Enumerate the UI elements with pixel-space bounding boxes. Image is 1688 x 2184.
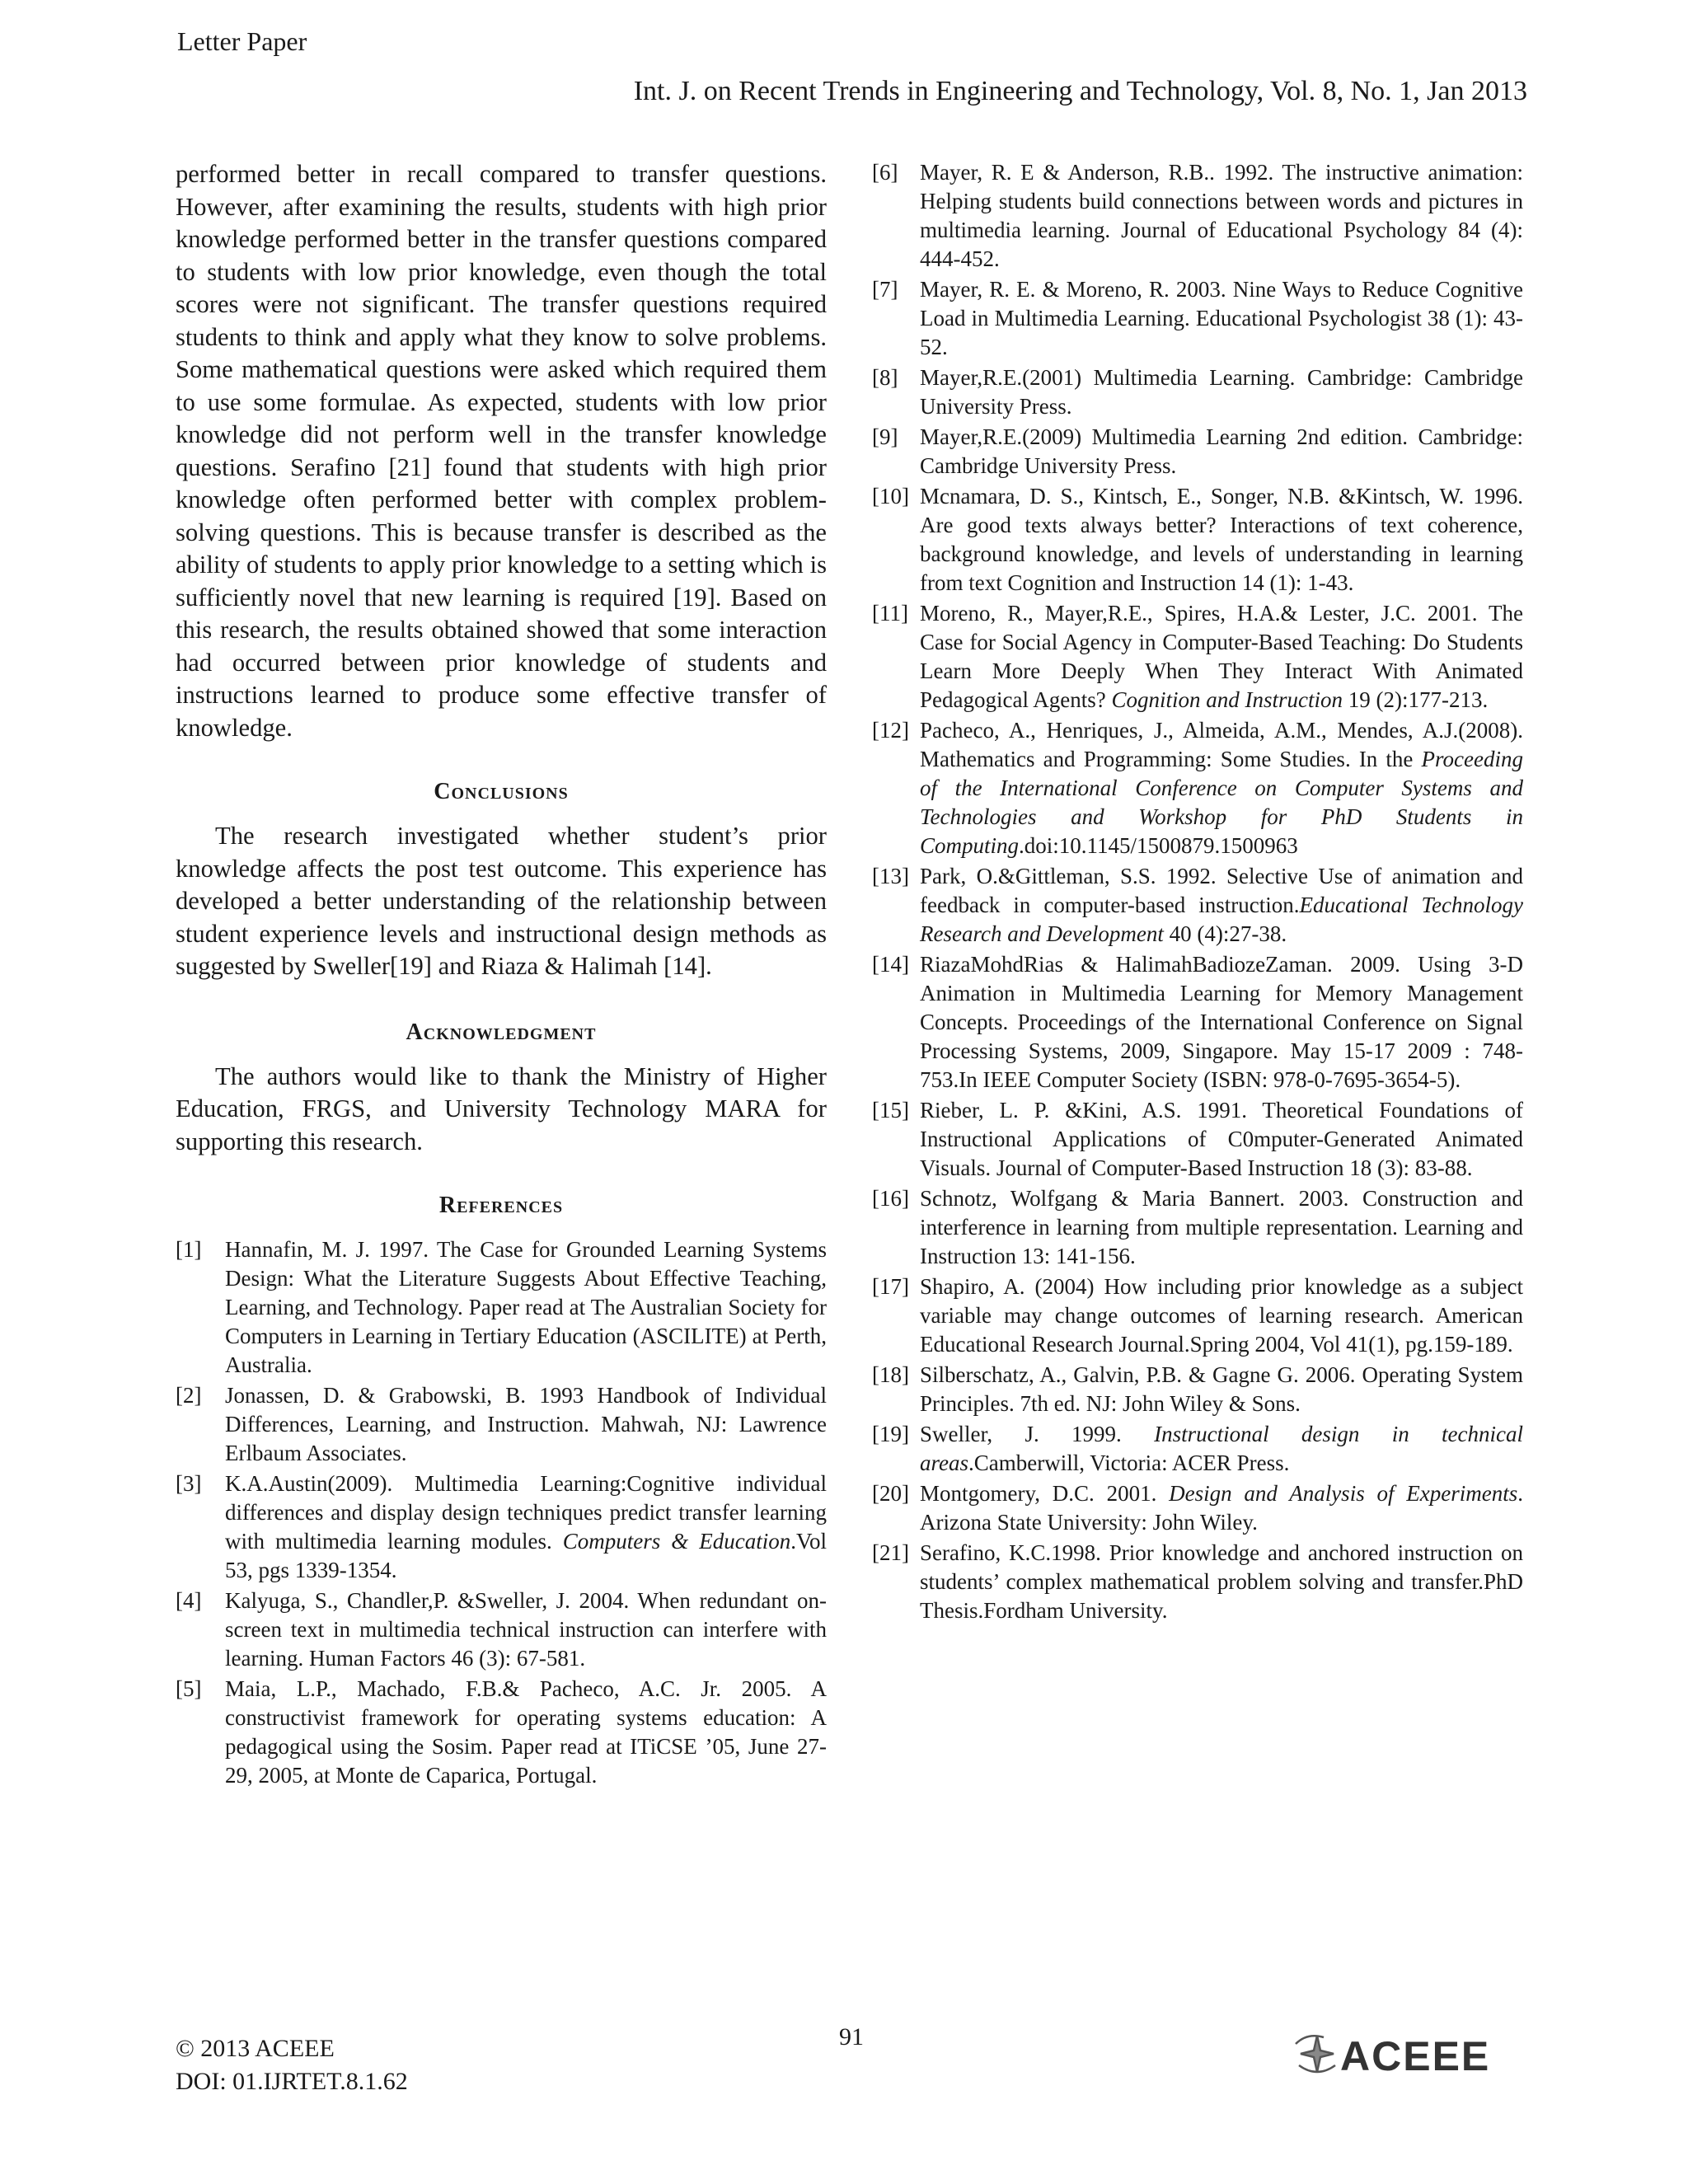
reference-text: Mcnamara, D. S., Kintsch, E., Songer, N.B. &Kintsch, W. 1996. Are good texts always better? Interactions of text coherence, background knowledge, and levels of understanding in learning from text Cognition and Instruction 14 (1): 1-43.	[920, 484, 1523, 595]
acknowledgment-heading: Acknowledgment	[406, 1019, 597, 1045]
reference-text	[920, 716, 1523, 860]
reference-text	[920, 599, 1523, 715]
reference-number: [20]	[872, 1481, 909, 1506]
reference-italic-title: Computers & Education	[562, 1529, 791, 1554]
reference-number: [4]	[176, 1588, 202, 1613]
journal-running-header: Int. J. on Recent Trends in Engineering and Technology, Vol. 8, No. 1, Jan 2013	[633, 76, 1527, 106]
reference-number: [17]	[872, 1274, 909, 1299]
reference-number: [5]	[176, 1676, 202, 1701]
reference-text: Serafino, K.C.1998. Prior knowledge and anchored instruction on students’ complex mathematical problem solving and transfer.PhD Thesis.Fordham University.	[920, 1540, 1523, 1623]
reference-italic-title: Instructional design in technical areas	[920, 1422, 1524, 1475]
conclusions-heading: Conclusions	[434, 779, 569, 804]
acknowledgment-paragraph: The authors would like to thank the Ministry of Higher Education, FRGS, and University Technology MARA for supporting this research.	[176, 1062, 827, 1155]
reference-item	[872, 482, 1523, 598]
reference-number: [15]	[872, 1098, 909, 1122]
reference-text-part: .Vol 53, pgs 1339-1354.	[225, 1529, 827, 1582]
reference-list-right	[872, 158, 1523, 1625]
reference-list-left	[176, 1235, 827, 1790]
reference-item	[176, 1586, 827, 1673]
right-column	[872, 158, 1523, 1627]
reference-text: Shapiro, A. (2004) How including prior knowledge as a subject variable may change outcomes of learning research. American Educational Research Journal.Spring 2004, Vol 41(1), pg.159-189.	[920, 1274, 1523, 1357]
logo-text: ACEEE	[1340, 2033, 1491, 2079]
reference-item	[176, 1675, 827, 1790]
reference-number: [1]	[176, 1237, 202, 1262]
reference-number: [13]	[872, 864, 909, 888]
reference-text-part: Pacheco, A., Henriques, J., Almeida, A.M., Mendes, A.J.(2008). Mathematics and Programming: Some Studies. In the	[920, 718, 1523, 771]
reference-number: [6]	[872, 160, 898, 185]
reference-italic-title: Educational Technology Research and Development	[920, 893, 1523, 946]
reference-item	[872, 423, 1523, 480]
reference-text: Mayer,R.E.(2001) Multimedia Learning. Cambridge: Cambridge University Press.	[920, 365, 1523, 419]
reference-text: RiazaMohdRias & HalimahBadiozeZaman. 2009. Using 3-D Animation in Multimedia Learning for Memory Management Concepts. Proceedings of the International Conference on Signal Processing Systems, 2009, Singapore. May 15-17 2009 : 748-753.In IEEE Computer Society (ISBN: 978-0-7695-3654-5).	[920, 952, 1523, 1092]
reference-italic-title: Cognition and Instruction	[1111, 687, 1343, 712]
reference-text-part: Montgomery, D.C. 2001.	[920, 1481, 1170, 1506]
reference-item	[872, 862, 1523, 949]
footer-copyright-block	[176, 2032, 408, 2098]
reference-text-part: .doi:10.1145/1500879.1500963	[1019, 833, 1298, 858]
reference-item	[176, 1381, 827, 1468]
reference-text: Mayer,R.E.(2009) Multimedia Learning 2nd edition. Cambridge: Cambridge University Press.	[920, 424, 1523, 478]
reference-item	[872, 1184, 1523, 1271]
reference-item	[872, 1272, 1523, 1359]
reference-number: [7]	[872, 277, 898, 302]
reference-item	[872, 716, 1523, 860]
reference-item	[872, 158, 1523, 274]
reference-item	[176, 1235, 827, 1380]
reference-text	[920, 862, 1523, 949]
doi-text: DOI: 01.IJRTET.8.1.62	[176, 2068, 408, 2095]
reference-text: Mayer, R. E & Anderson, R.B.. 1992. The instructive animation: Helping students build connections between words and pictures in multimedia learning. Journal of Educational Psychology 84 (4): 444-452.	[920, 160, 1523, 271]
reference-number: [3]	[176, 1471, 202, 1496]
reference-number: [21]	[872, 1540, 909, 1565]
reference-text: Mayer, R. E. & Moreno, R. 2003. Nine Ways to Reduce Cognitive Load in Multimedia Learning. Educational Psychologist 38 (1): 43-52.	[920, 277, 1523, 359]
reference-number: [8]	[872, 365, 898, 390]
reference-italic-title: Proceeding of the International Conference on Computer Systems and Technologies and Workshop for PhD Students in Computing	[920, 747, 1523, 858]
reference-item	[176, 1469, 827, 1585]
reference-item	[872, 275, 1523, 362]
reference-text	[920, 1479, 1523, 1537]
reference-text-part: .Camberwill, Victoria: ACER Press.	[968, 1451, 1290, 1475]
reference-item	[872, 1479, 1523, 1537]
reference-text: Kalyuga, S., Chandler,P. &Sweller, J. 2004. When redundant on-screen text in multimedia technical instruction can interfere with learning. Human Factors 46 (3): 67-581.	[225, 1588, 827, 1671]
reference-text: Rieber, L. P. &Kini, A.S. 1991. Theoretical Foundations of Instructional Applications of C0mputer-Generated Animated Visuals. Journal of Computer-Based Instruction 18 (3): 83-88.	[920, 1098, 1523, 1180]
page-number: 91	[839, 2023, 864, 2050]
reference-text	[225, 1469, 827, 1585]
reference-text: Jonassen, D. & Grabowski, B. 1993 Handbook of Individual Differences, Learning, and Instruction. Mahwah, NJ: Lawrence Erlbaum Associates.	[225, 1383, 827, 1465]
reference-item	[872, 1420, 1523, 1478]
reference-text-part: 19 (2):177-213.	[1342, 687, 1489, 712]
reference-text-part: 40 (4):27-38.	[1163, 921, 1287, 946]
reference-number: [12]	[872, 718, 909, 743]
reference-number: [9]	[872, 424, 898, 449]
reference-number: [11]	[872, 601, 908, 626]
reference-number: [14]	[872, 952, 909, 977]
reference-item	[872, 950, 1523, 1094]
reference-number: [2]	[176, 1383, 202, 1408]
conclusions-paragraph: The research investigated whether student’s prior knowledge affects the post test outcome. This experience has developed a better understanding of the relationship between student experience levels and instructional design methods as suggested by Sweller[19] and Riaza & Halimah [14].	[176, 822, 827, 980]
reference-item	[872, 363, 1523, 421]
reference-text: Maia, L.P., Machado, F.B.& Pacheco, A.C. Jr. 2005. A constructivist framework for operating systems education: A pedagogical using the Sosim. Paper read at ITiCSE ’05, June 27-29, 2005, at Monte de Caparica, Portugal.	[225, 1676, 827, 1788]
reference-number: [18]	[872, 1362, 909, 1387]
reference-text-part: Moreno, R., Mayer,R.E., Spires, H.A.& Lester, J.C. 2001. The Case for Social Agency in Computer-Based Teaching: Do Students Learn More Deeply When They Interact With Animated Pedagogical Agents?	[920, 601, 1523, 712]
reference-item	[872, 1096, 1523, 1183]
reference-item	[872, 599, 1523, 715]
reference-item	[872, 1361, 1523, 1418]
reference-text	[920, 1420, 1523, 1478]
star-swirl-icon	[1296, 2036, 1335, 2072]
reference-text: Silberschatz, A., Galvin, P.B. & Gagne G. 2006. Operating System Principles. 7th ed. NJ: John Wiley & Sons.	[920, 1362, 1523, 1416]
reference-number: [19]	[872, 1422, 909, 1446]
reference-text-part: K.A.Austin(2009). Multimedia Learning:Cognitive individual differences and display design techniques predict transfer learning with multimedia learning modules.	[225, 1471, 827, 1554]
reference-italic-title: Design and Analysis of Experiments	[1169, 1481, 1518, 1506]
reference-text: Schnotz, Wolfgang & Maria Bannert. 2003. Construction and interference in learning from multiple representation. Learning and Instruction 13: 141-156.	[920, 1186, 1523, 1268]
paper-size-label: Letter Paper	[177, 26, 307, 56]
reference-text: Hannafin, M. J. 1997. The Case for Grounded Learning Systems Design: What the Literature Suggests About Effective Teaching, Learning, and Technology. Paper read at The Australian Society for Computers in Learning in Tertiary Education (ASCILITE) at Perth, Australia.	[225, 1237, 827, 1377]
aceee-logo	[1292, 2029, 1527, 2079]
copyright-text: © 2013 ACEEE	[176, 2035, 335, 2062]
reference-text-part: Park, O.&Gittleman, S.S. 1992. Selective Use of animation and feedback in computer-based instruction.	[920, 864, 1523, 917]
reference-number: [16]	[872, 1186, 909, 1211]
reference-item	[872, 1539, 1523, 1625]
left-column	[176, 158, 827, 1792]
reference-text-part: Sweller, J. 1999.	[920, 1422, 1155, 1446]
intro-paragraph: performed better in recall compared to transfer questions. However, after examining the results, students with high prior knowledge performed better in the transfer questions compared to students with low prior knowledge, even though the total scores were not significant. The transfer questions required students to think and apply what they know to solve problems. Some mathematical questions were asked which required them to use some formulae. As expected, students with low prior knowledge did not perform well in the transfer knowledge questions. Serafino [21] found that students with high prior knowledge often performed better with complex problem-solving questions. This is because transfer is described as the ability of students to apply prior knowledge to a setting which is sufficiently novel that new learning is required [19]. Based on this research, the results obtained showed that some interaction had occurred between prior knowledge of students and instructions learned to produce some effective transfer of knowledge.	[176, 160, 827, 742]
references-heading: References	[438, 1193, 564, 1218]
reference-text-part: . Arizona State University: John Wiley.	[920, 1481, 1523, 1535]
reference-number: [10]	[872, 484, 909, 509]
